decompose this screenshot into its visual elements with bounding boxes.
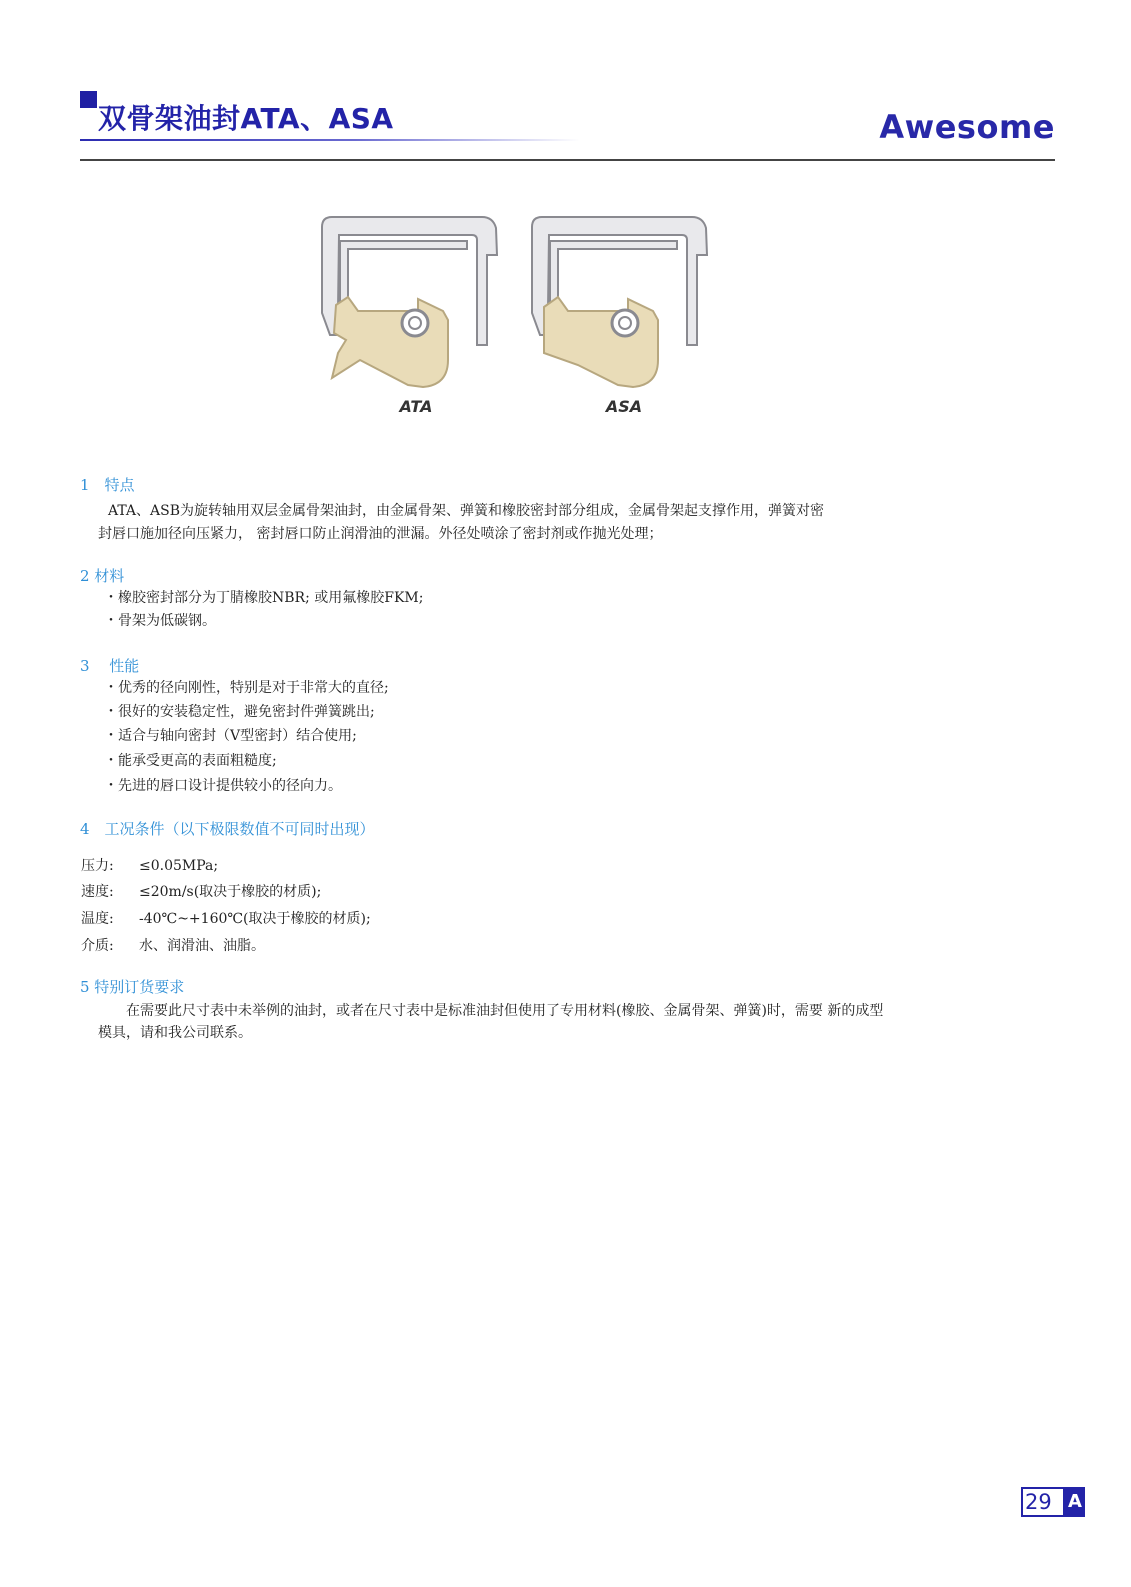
- materials-item: ・骨架为低碳钢。: [104, 613, 216, 629]
- condition-label: 温度:: [81, 911, 114, 927]
- section-heading-special-orders: 5 特别订货要求: [80, 978, 185, 996]
- title-marker: [80, 91, 97, 108]
- features-paragraph-line-2: 封唇口施加径向压紧力， 密封唇口防止润滑油的泄漏。外径处喷涂了密封剂或作抛光处理；: [98, 526, 663, 542]
- asa-label: ASA: [605, 397, 643, 416]
- performance-item: ・很好的安装稳定性，避免密封件弹簧跳出;: [104, 704, 375, 720]
- performance-item: ・适合与轴向密封（V型密封）结合使用;: [104, 728, 357, 744]
- features-paragraph-line-1: ATA、ASB为旋转轴用双层金属骨架油封，由金属骨架、弹簧和橡胶密封部分组成，金属骨架起支撑作用，弹簧对密: [80, 503, 825, 519]
- special-orders-paragraph-line-2: 模具，请和我公司联系。: [98, 1025, 252, 1041]
- condition-row-pressure: [81, 855, 218, 875]
- oil-seal-diagram: [318, 215, 738, 430]
- materials-item: ・橡胶密封部分为丁腈橡胶NBR; 或用氟橡胶FKM;: [104, 590, 424, 606]
- section-heading-conditions: 4 工况条件（以下极限数值不可同时出现）: [80, 820, 375, 838]
- title-underline: [80, 139, 580, 141]
- condition-label: 速度:: [81, 884, 114, 900]
- special-orders-paragraph-line-1: 在需要此尺寸表中未举例的油封，或者在尺寸表中是标准油封但使用了专用材料(橡胶、金属骨架、弹簧)时，需要 新的成型: [98, 1003, 884, 1019]
- condition-label: 压力:: [81, 858, 114, 874]
- condition-value: ≤20m/s(取决于橡胶的材质);: [139, 884, 322, 900]
- header-divider: [80, 159, 1055, 161]
- page-section-tag: A: [1065, 1487, 1085, 1517]
- ata-label: ATA: [399, 397, 433, 416]
- page-number: 29: [1021, 1487, 1065, 1517]
- condition-row-medium: [81, 935, 265, 955]
- section-heading-features: 1 特点: [80, 476, 135, 494]
- condition-row-temperature: [81, 908, 371, 928]
- section-heading-performance: 3 性能: [80, 657, 140, 675]
- asa-seal-figure: [532, 217, 707, 387]
- oil-seal-cross-sections: [318, 215, 738, 430]
- performance-item: ・能承受更高的表面粗糙度;: [104, 753, 277, 769]
- performance-item: ・优秀的径向刚性，特别是对于非常大的直径;: [104, 680, 389, 696]
- section-heading-materials: 2 材料: [80, 567, 125, 585]
- condition-value: 水、润滑油、油脂。: [139, 938, 265, 954]
- condition-value: -40℃~+160℃(取决于橡胶的材质);: [139, 911, 371, 927]
- page-title: 双骨架油封ATA、ASA: [98, 102, 394, 135]
- performance-item: ・先进的唇口设计提供较小的径向力。: [104, 778, 342, 794]
- condition-value: ≤0.05MPa;: [139, 858, 219, 874]
- ata-seal-figure: [322, 217, 497, 387]
- condition-label: 介质:: [81, 938, 114, 954]
- condition-row-speed: [81, 881, 321, 901]
- brand-logo: Awesome: [879, 108, 1055, 146]
